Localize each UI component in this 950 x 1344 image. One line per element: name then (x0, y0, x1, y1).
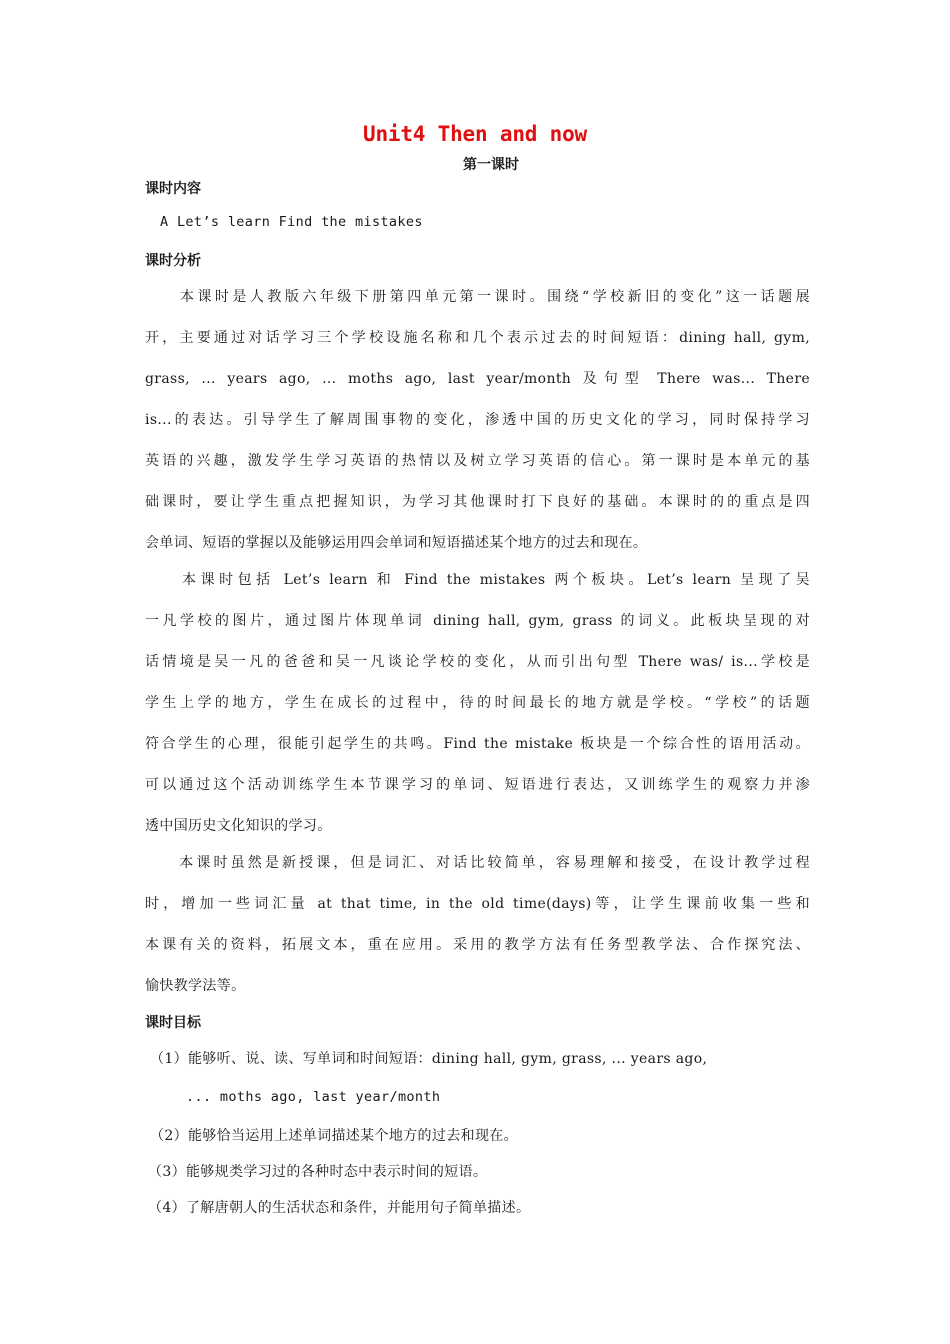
analysis-line: 开，主要通过对话学习三个学校设施名称和几个表示过去的时间短语：dining hall, gym, (145, 330, 810, 346)
analysis-line: 可以通过这个活动训练学生本节课学习的单词、短语进行表达，又训练学生的观察力并渗 (145, 777, 810, 793)
lesson-subtitle: 第一课时 (463, 157, 519, 173)
analysis-line: 话情境是吴一凡的爸爸和吴一凡谈论学校的变化，从而引出句型 There was/ is...学校是 (145, 654, 810, 670)
analysis-line: 符合学生的心理，很能引起学生的共鸣。Find the mistake 板块是一个综合性的语用活动。 (145, 736, 810, 752)
analysis-line: 础课时，要让学生重点把握知识，为学习其他课时打下良好的基础。本课时的的重点是四 (145, 494, 810, 510)
analysis-line: 本课有关的资料，拓展文本，重在应用。采用的教学方法有任务型教学法、合作探究法、 (145, 937, 810, 953)
analysis-line: 愉快教学法等。 (145, 978, 246, 994)
analysis-line: 学生上学的地方，学生在成长的过程中，待的时间最长的地方就是学校。“学校”的话题 (145, 695, 810, 711)
analysis-line: 本课时包括 Let’s learn 和 Find the mistakes 两个板块。Let’s learn 呈现了吴 (145, 572, 810, 588)
analysis-line: 时，增加一些词汇量 at that time, in the old time(days)等，让学生课前收集一些和 (145, 896, 810, 912)
analysis-line: 本课时是人教版六年级下册第四单元第一课时。围绕“学校新旧的变化”这一话题展 (145, 289, 810, 305)
analysis-line: 英语的兴趣，激发学生学习英语的热情以及树立学习英语的信心。第一课时是本单元的基 (145, 453, 810, 469)
content-text: A Let’s learn Find the mistakes (160, 214, 423, 230)
analysis-line: 会单词、短语的掌握以及能够运用四会单词和短语描述某个地方的过去和现在。 (145, 535, 648, 551)
goals-heading: 课时目标 (145, 1015, 201, 1031)
analysis-line: 透中国历史文化知识的学习。 (145, 818, 332, 834)
analysis-heading: 课时分析 (145, 253, 201, 269)
analysis-line: 本课时虽然是新授课，但是词汇、对话比较简单，容易理解和接受，在设计教学过程 (145, 855, 810, 871)
content-heading: 课时内容 (145, 181, 201, 197)
goal-item: （4）了解唐朝人的生活状态和条件，并能用句子简单描述。 (148, 1200, 531, 1216)
analysis-line: is...的表达。引导学生了解周围事物的变化，渗透中国的历史文化的学习，同时保持学习 (145, 412, 810, 428)
goal-item: （1）能够听、说、读、写单词和时间短语：dining hall, gym, grass, ... years ago, (150, 1051, 708, 1067)
goal-item-continued: ... moths ago, last year/month (186, 1089, 441, 1105)
analysis-line: grass, ... years ago, ... moths ago, last year/month 及句型 There was... There (145, 371, 810, 387)
document-title: Unit4 Then and now (363, 122, 587, 146)
goal-item: （3）能够规类学习过的各种时态中表示时间的短语。 (148, 1164, 488, 1180)
analysis-line: 一凡学校的图片，通过图片体现单词 dining hall, gym, grass 的词义。此板块呈现的对 (145, 613, 810, 629)
goal-item: （2）能够恰当运用上述单词描述某个地方的过去和现在。 (150, 1128, 519, 1144)
